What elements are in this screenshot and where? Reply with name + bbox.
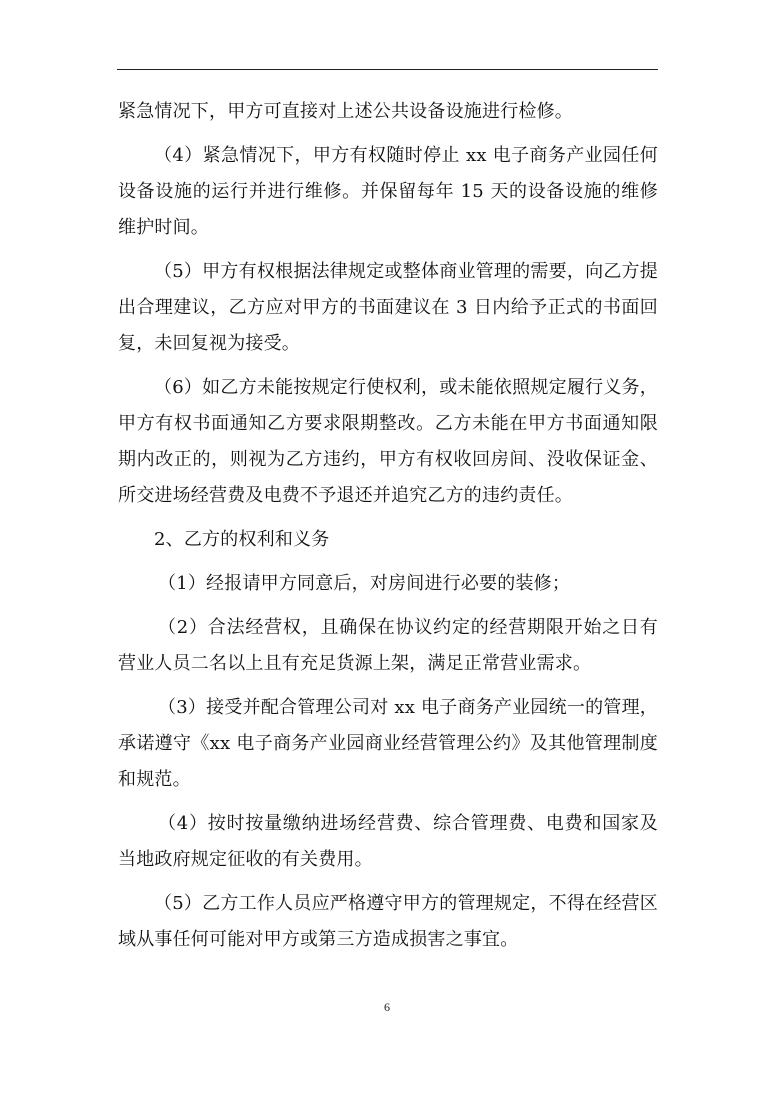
paragraph-b-item-3: （3）接受并配合管理公司对 xx 电子商务产业园统一的管理，承诺遵守《xx 电子商务产业园商业经营管理公约》及其他管理制度和规范。: [118, 697, 658, 790]
document-body: [118, 94, 658, 966]
section-heading-party-b-rights: 2、乙方的权利和义务: [154, 529, 330, 550]
paragraph-b-item-5: （5）乙方工作人员应严格遵守甲方的管理规定，不得在经营区域从事任何可能对甲方或第三方造成损害之事宜。: [118, 893, 658, 950]
paragraph-item-5: （5）甲方有权根据法律规定或整体商业管理的需要，向乙方提出合理建议，乙方应对甲方的书面建议在 3 日内给予正式的书面回复，未回复视为接受。: [118, 261, 658, 354]
paragraph-continuation: 紧急情况下，甲方可直接对上述公共设备设施进行检修。: [118, 101, 573, 122]
paragraph-item-6: （6）如乙方未能按规定行使权利，或未能依照规定履行义务，甲方有权书面通知乙方要求限期整改。乙方未能在甲方书面通知限期内改正的，则视为乙方违约，甲方有权收回房间、没收保证金、所交进场经营费及电费不予退还并追究乙方的违约责任。: [118, 377, 658, 506]
paragraph-b-item-1: （1）经报请甲方同意后，对房间进行必要的装修；: [158, 573, 571, 594]
page-number: 6: [384, 1000, 390, 1014]
paragraph-item-4: （4）紧急情况下，甲方有权随时停止 xx 电子商务产业园任何设备设施的运行并进行维修。并保留每年 15 天的设备设施的维修维护时间。: [118, 145, 658, 238]
header-rule: [117, 69, 658, 70]
paragraph-b-item-4: （4）按时按量缴纳进场经营费、综合管理费、电费和国家及当地政府规定征收的有关费用。: [118, 813, 658, 870]
paragraph-b-item-2: （2）合法经营权，且确保在协议约定的经营期限开始之日有营业人员二名以上且有充足货源上架，满足正常营业需求。: [118, 617, 658, 674]
